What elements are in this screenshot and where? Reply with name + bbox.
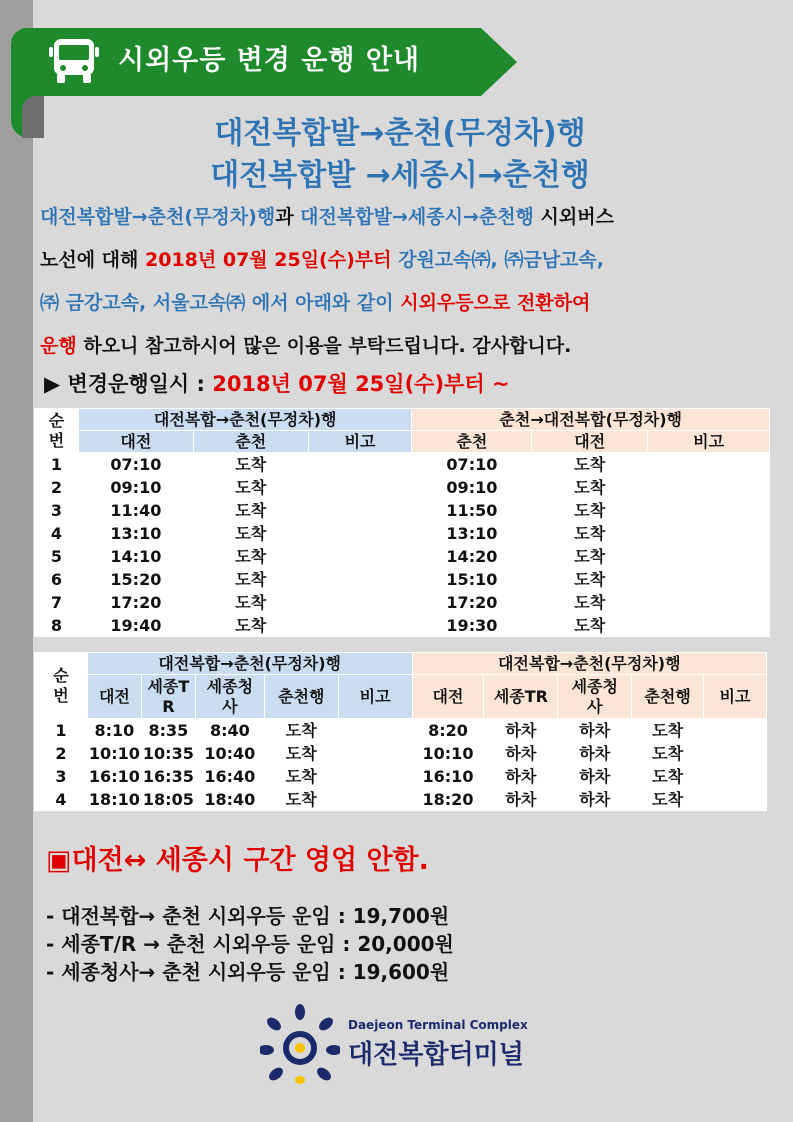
note-cell	[648, 568, 770, 591]
banner-curl-shade	[22, 96, 44, 138]
intro-text: 노선에 대해	[40, 249, 145, 271]
departure-time: 19:30	[412, 614, 532, 637]
daejeon-time: 18:10	[88, 789, 140, 809]
note-cell	[308, 476, 412, 499]
sejong-gov-time: 16:40	[195, 765, 264, 788]
daejeon-time: 10:10	[88, 743, 140, 763]
no-header: 순 번	[35, 653, 88, 719]
sejong-gov-status: 하차	[558, 742, 632, 765]
route-2: 대전복합발→세종시→춘천행	[300, 206, 534, 228]
note-cell	[338, 765, 412, 788]
arrival-status: 도착	[193, 499, 308, 522]
note-cell	[338, 742, 412, 765]
row-number: 1	[35, 453, 79, 476]
chuncheon-status: 도착	[632, 788, 704, 811]
column-header: 세종청 사	[558, 675, 632, 719]
note-cell	[648, 522, 770, 545]
daejeon-time: 8:10	[87, 719, 141, 742]
chuncheon-status: 도착	[264, 719, 338, 742]
departure-time: 09:10	[78, 476, 193, 499]
no-header: 순 번	[35, 409, 79, 453]
fare-item: - 세종T/R → 춘천 시외우등 운임 : 20,000원	[46, 932, 454, 956]
departure-time: 14:20	[412, 545, 532, 568]
table-row	[35, 614, 770, 637]
note-cell	[338, 719, 412, 742]
departure-time: 14:10	[78, 545, 193, 568]
effective-date-value: 2018년 07월 25일(수)부터 ~	[212, 372, 510, 396]
sejong-tr-time: 10:35	[142, 743, 194, 763]
sejong-gov-status: 하차	[558, 765, 632, 788]
intro-line-4	[40, 325, 760, 368]
conversion-note: 시외우등으로 전환하여	[400, 292, 591, 314]
departure-time: 09:10	[412, 476, 532, 499]
note-cell	[308, 499, 412, 522]
row-number: 4	[35, 522, 79, 545]
departure-time: 17:20	[78, 591, 193, 614]
note-cell	[704, 765, 767, 788]
note-cell	[648, 591, 770, 614]
sejong-gov-time: 10:40	[195, 742, 264, 765]
chuncheon-status: 도착	[264, 788, 338, 811]
sejong-tr-status: 하차	[484, 765, 558, 788]
logo-english: Daejeon Terminal Complex	[348, 1018, 528, 1032]
chuncheon-status: 도착	[264, 742, 338, 765]
arrival-status: 도착	[193, 568, 308, 591]
daejeon-time: 16:10	[88, 766, 140, 786]
headline-line1: 대전복합발→춘천(무정차)행	[214, 116, 586, 151]
fare-item: - 세종청사→ 춘천 시외우등 운임 : 19,600원	[46, 960, 450, 984]
note-cell	[648, 545, 770, 568]
no-service-notice: ▣대전↔ 세종시 구간 영업 안함.	[46, 845, 429, 876]
arrival-status: 도착	[532, 568, 648, 591]
note-cell	[704, 742, 767, 765]
note-cell	[648, 453, 770, 476]
daejeon-time: 18:20	[412, 788, 484, 811]
note-cell	[648, 476, 770, 499]
note-cell	[308, 545, 412, 568]
row-number: 7	[35, 591, 79, 614]
arrival-status: 도착	[532, 453, 648, 476]
table-row	[35, 522, 770, 545]
row-number: 4	[35, 788, 88, 811]
table1-right-title: 춘천→대전복합(무정차)행	[412, 409, 770, 431]
table-row	[35, 591, 770, 614]
note-cell	[704, 788, 767, 811]
column-header: 춘천	[412, 431, 532, 453]
fare-list	[46, 902, 454, 986]
schedule-table-via-sejong	[34, 652, 767, 811]
logo-korean: 대전복합터미널	[348, 1040, 524, 1070]
column-header: 비고	[648, 431, 770, 453]
start-date: 2018년 07월 25일(수)부터	[145, 249, 392, 271]
row-number: 8	[35, 614, 79, 637]
intro-text: 하오니 참고하시어 많은 이용을 부탁드립니다. 감사합니다.	[76, 335, 572, 357]
sejong-tr-time: 16:35	[142, 766, 194, 786]
departure-time: 13:10	[78, 522, 193, 545]
note-cell	[648, 499, 770, 522]
chuncheon-status: 도착	[632, 765, 704, 788]
column-header: 비고	[338, 675, 412, 719]
daejeon-time: 16:10	[412, 765, 484, 788]
intro-text: 과	[275, 206, 301, 228]
arrival-status: 도착	[193, 522, 308, 545]
departure-time: 15:20	[78, 568, 193, 591]
table-row	[35, 545, 770, 568]
column-header: 대전	[87, 675, 141, 719]
table-row	[35, 499, 770, 522]
sejong-gov-time: 18:40	[195, 788, 264, 811]
departure-time: 07:10	[412, 453, 532, 476]
chuncheon-status: 도착	[264, 765, 338, 788]
table-row	[35, 788, 767, 811]
table-row	[35, 742, 767, 765]
effective-date-label: ▶ 변경운행일시 :	[44, 372, 213, 396]
sun-logo-icon	[260, 1004, 340, 1084]
note-cell	[308, 522, 412, 545]
sejong-tr-status: 하차	[484, 788, 558, 811]
arrival-status: 도착	[532, 591, 648, 614]
operators: 강원고속㈜, ㈜금남고속,	[391, 249, 604, 271]
column-header: 대전	[78, 431, 193, 453]
row-number: 3	[35, 765, 88, 788]
departure-time: 11:50	[412, 499, 532, 522]
intro-paragraph	[40, 196, 760, 368]
left-edge-strip	[0, 0, 33, 1122]
operators: ㈜ 금강고속, 서울고속㈜ 에서 아래와 같이	[40, 292, 401, 314]
note-cell	[308, 568, 412, 591]
row-number: 3	[35, 499, 79, 522]
arrival-status: 도착	[193, 545, 308, 568]
column-header: 세종T R	[141, 675, 195, 719]
banner-title: 시외우등 변경 운행 안내	[118, 45, 421, 76]
chuncheon-status: 도착	[632, 742, 704, 765]
arrival-status: 도착	[532, 522, 648, 545]
schedule-table-direct	[34, 408, 770, 637]
table2-left-title: 대전복합→춘천(무정차)행	[87, 653, 412, 675]
headline-line2: 대전복합발 →세종시→춘천행	[210, 158, 590, 193]
arrival-status: 도착	[532, 476, 648, 499]
note-cell	[308, 614, 412, 637]
sejong-gov-status: 하차	[558, 788, 632, 811]
column-header: 세종청 사	[195, 675, 264, 719]
sejong-gov-status: 하차	[558, 719, 632, 742]
departure-time: 11:40	[78, 499, 193, 522]
note-cell	[308, 453, 412, 476]
table-row	[35, 568, 770, 591]
banner-arrow	[481, 28, 517, 96]
terminal-logo	[260, 1000, 560, 1090]
table1-left-title: 대전복합→춘천(무정차)행	[78, 409, 412, 431]
table-row	[35, 765, 767, 788]
column-header: 춘천행	[632, 675, 704, 719]
sejong-tr-status: 하차	[484, 719, 558, 742]
table2-right-title: 대전복합→춘천(무정차)행	[412, 653, 766, 675]
departure-time: 07:10	[78, 453, 193, 476]
column-header: 춘천	[193, 431, 308, 453]
arrival-status: 도착	[193, 591, 308, 614]
intro-text: 시외버스	[533, 206, 614, 228]
sejong-tr-status: 하차	[484, 742, 558, 765]
arrival-status: 도착	[532, 499, 648, 522]
column-header: 비고	[704, 675, 767, 719]
row-number: 1	[35, 719, 88, 742]
column-header: 대전	[532, 431, 648, 453]
arrival-status: 도착	[193, 614, 308, 637]
sejong-tr-time: 8:35	[141, 719, 195, 742]
table-row	[35, 453, 770, 476]
row-number: 2	[35, 476, 79, 499]
departure-time: 19:40	[78, 614, 193, 637]
departure-time: 15:10	[412, 568, 532, 591]
note-cell	[338, 788, 412, 811]
note-cell	[704, 719, 767, 742]
note-cell	[648, 614, 770, 637]
table-row	[35, 476, 770, 499]
column-header: 비고	[308, 431, 412, 453]
row-number: 6	[35, 568, 79, 591]
fare-item: - 대전복합→ 춘천 시외우등 운임 : 19,700원	[46, 904, 450, 928]
intro-line-2	[40, 239, 760, 282]
operation-word: 운행	[40, 335, 77, 357]
note-cell	[308, 591, 412, 614]
sejong-gov-time: 8:40	[195, 719, 264, 742]
column-header: 대전	[412, 675, 484, 719]
bus-icon	[48, 38, 100, 84]
arrival-status: 도착	[532, 614, 648, 637]
departure-time: 17:20	[412, 591, 532, 614]
arrival-status: 도착	[532, 545, 648, 568]
column-header: 춘천행	[264, 675, 338, 719]
row-number: 2	[35, 742, 88, 765]
row-number: 5	[35, 545, 79, 568]
sejong-tr-time: 18:05	[142, 789, 194, 809]
table-row	[35, 719, 767, 742]
intro-line-1	[40, 196, 760, 239]
daejeon-time: 10:10	[412, 742, 484, 765]
chuncheon-status: 도착	[632, 719, 704, 742]
arrival-status: 도착	[193, 476, 308, 499]
arrival-status: 도착	[193, 453, 308, 476]
departure-time: 13:10	[412, 522, 532, 545]
route-1: 대전복합발→춘천(무정차)행	[40, 206, 276, 228]
column-header: 세종TR	[484, 675, 558, 719]
daejeon-time: 8:20	[412, 719, 484, 742]
effective-date	[44, 368, 510, 398]
intro-line-3	[40, 282, 760, 325]
